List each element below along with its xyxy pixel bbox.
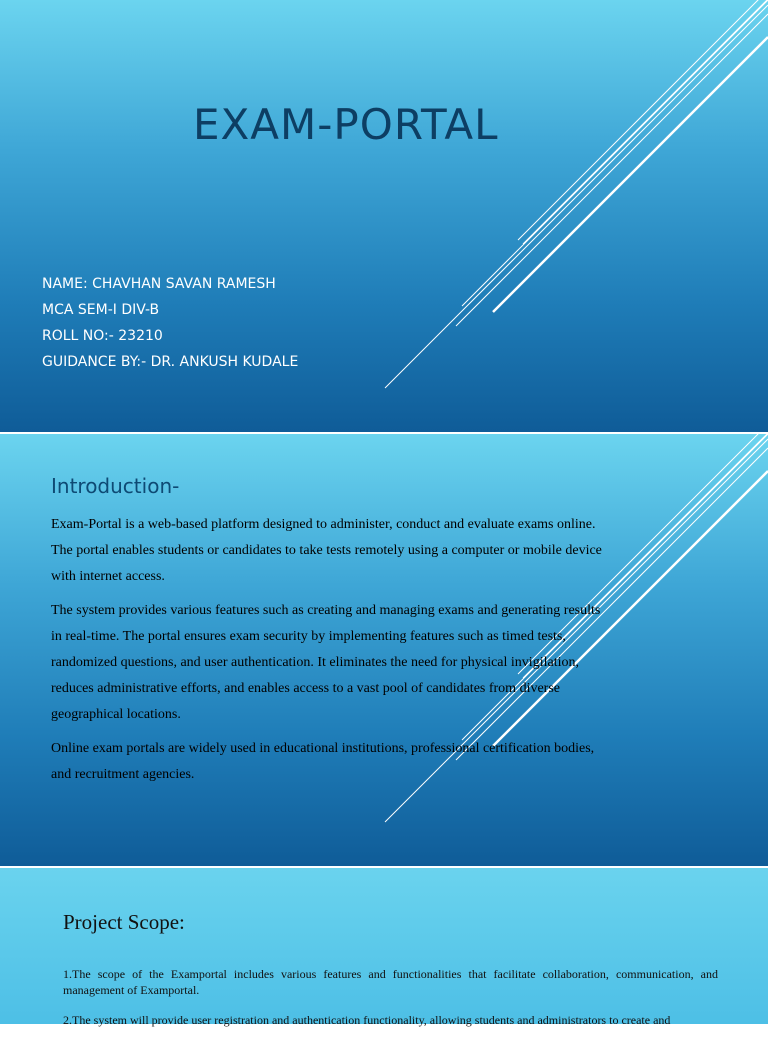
presenter-guide: GUIDANCE BY:- DR. ANKUSH KUDALE bbox=[42, 354, 299, 370]
presenter-info bbox=[42, 274, 298, 378]
presentation-title: EXAM-PORTAL bbox=[193, 100, 499, 149]
presenter-name: NAME: CHAVHAN SAVAN RAMESH bbox=[42, 276, 276, 292]
introduction-paragraph: Online exam portals are widely used in educational institutions, professional certification bodies, and recruitment agencies. bbox=[51, 741, 595, 782]
presenter-roll-number: ROLL NO:- 23210 bbox=[42, 328, 163, 344]
scope-item: 2.The system will provide user registration and authentication functionality, allowing students and administrators to create and bbox=[63, 1013, 671, 1027]
introduction-paragraph: The system provides various features such as creating and managing exams and generating results in real-time. The portal ensures exam security by implementing features such as timed tests, randomized questions, and user authentication. It eliminates the need for physical invigilation, reduces administrative efforts, and enables access to a vast pool of candidates from diverse geographical locations. bbox=[51, 603, 601, 722]
introduction-heading: Introduction- bbox=[51, 474, 180, 498]
project-scope-heading: Project Scope: bbox=[63, 910, 185, 934]
project-scope-body bbox=[63, 966, 718, 1042]
scope-item: 1.The scope of the Examportal includes various features and functionalities that facilitate collaboration, communication, and management of Examportal. bbox=[63, 967, 718, 997]
presenter-class: MCA SEM-I DIV-B bbox=[42, 302, 160, 318]
introduction-body bbox=[51, 512, 611, 796]
introduction-paragraph: Exam-Portal is a web-based platform designed to administer, conduct and evaluate exams online. The portal enables students or candidates to take tests remotely using a computer or mobile device with internet access. bbox=[51, 517, 602, 584]
